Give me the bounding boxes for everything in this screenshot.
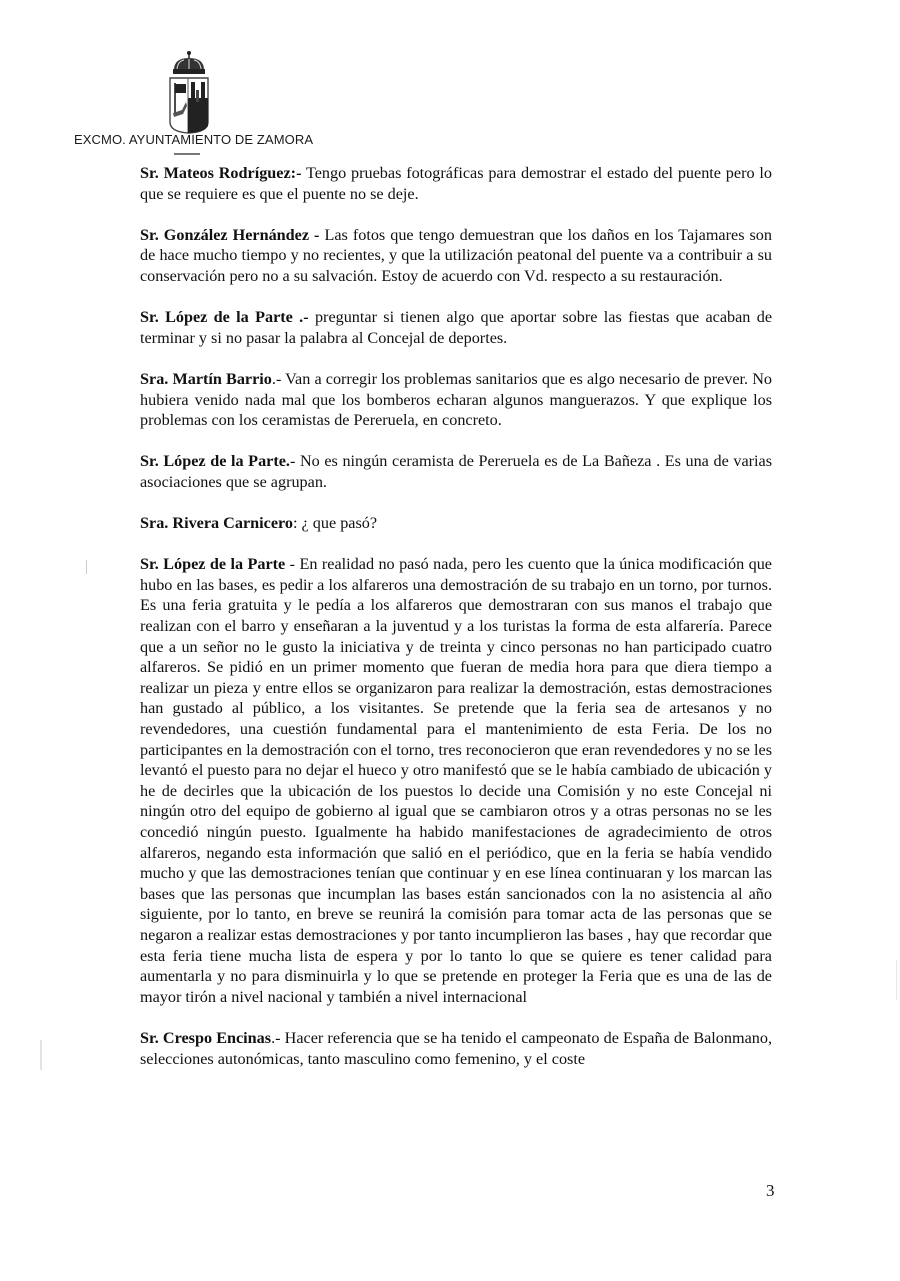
minutes-paragraph [140,1028,772,1069]
paragraph-text: Las fotos que tengo demuestran que los daños en los Tajamares son de hace mucho tiempo y no recientes, y que la utilización peatonal del puente va a contribuir a su conservación pero no a su salvación. Estoy de acuerdo con Vd. respecto a su restauración. [140,225,772,285]
speaker-name: Sr. López de la Parte. [140,452,290,471]
minutes-paragraph [140,513,772,534]
minutes-paragraph [140,163,772,204]
page-number: 3 [766,1181,775,1200]
zamora-coat-of-arms-icon [164,50,214,134]
speaker-name: Sr. López de la Parte .- [140,308,309,327]
speaker-name: Sr. Crespo Encinas [140,1028,272,1047]
speaker-name: Sr. González Hernández - [140,225,320,244]
scan-artifact [896,960,897,1000]
minutes-paragraph [140,451,772,492]
minutes-paragraph [140,225,772,287]
paragraph-text: : ¿ que pasó? [293,514,378,533]
minutes-body [140,163,772,1090]
scan-artifact [86,560,87,574]
header-divider [174,153,200,155]
speaker-name: Sr. López de la Parte [140,555,286,574]
paragraph-text: - En realidad no pasó nada, pero les cuento que la única modificación que hubo en las bases, es pedir a los alfareros una demostración de su trabajo en un torno, por turnos. Es una feria gratuita y le pedía a los alfareros que demostraran con sus manos el trabajo que realizan con el barro y enseñaran a la juventud y a los turistas la forma de esta alfarería. Parece que a un señor no le gusto la iniciativa y de treinta y cinco personas no han participado cuatro alfareros. Se pidió en un primer momento que fueran de media hora para que diera tiempo a realizar un pieza y entre ellos se organizaron para realizar la demostración, estas demostraciones han gustado al público, a los visitantes. Se pretende que la feria sea de artesanos y no revendedores, una cuestión fundamental para el mantenimiento de esta Feria. De los no participantes en la demostración con el torno, tres reconocieron que eran revendedores y no se les levantó el puesto para no dejar el hueco y otro manifestó que se le había cambiado de ubicación y he de decirles que la ubicación de los puestos lo decide una Comisión y no este Concejal ni ningún otro del equipo de gobierno al igual que se cambiaron otros y a otras personas no se les concedió ningún puesto. Igualmente ha habido manifestaciones de agradecimiento de otros alfareros, negando esta información que salió en el periódico, que en la feria se había vendido mucho y que las demostraciones tenían que continuar y en ese línea continuaran y los marcan las bases que las personas que incumplan las bases están sancionados con la no asistencia al año siguiente, por lo tanto, en breve se reunirá la comisión para tomar acta de las personas que se negaron a realizar estas demostraciones y por tanto incumplieron las bases , hay que recordar que esta feria tiene mucha lista de espera y por lo tanto lo que se quiere es tener calidad para aumentarla y no para disminuirla y lo que se pretende en proteger la Feria que es una de las de mayor tirón a nivel nacional y también a nivel internacional [140,555,772,1006]
speaker-name: Sra. Rivera Carnicero [140,514,293,533]
paragraph-text: - No es ningún ceramista de Pereruela es de La Bañeza . Es una de varias asociaciones que se agrupan. [140,452,772,491]
scan-artifact [40,1040,42,1070]
paragraph-text: Tengo pruebas fotográficas para demostrar el estado del puente pero lo que se requiere es que el puente no se deje. [140,164,772,203]
minutes-paragraph [140,554,772,1007]
document-header [0,0,900,160]
paragraph-text: preguntar si tienen algo que aportar sobre las fiestas que acaban de terminar y si no pasar la palabra al Concejal de deportes. [140,308,772,347]
organization-name: EXCMO. AYUNTAMIENTO DE ZAMORA [74,132,314,147]
speaker-name: Sra. Martín Barrio [140,369,272,388]
paragraph-text: .- Van a corregir los problemas sanitarios que es algo necesario de prever. No hubiera venido nada mal que los bomberos echaran algunos manguerazos. Y que explique los problemas con los ceramistas de Pereruela, en concreto. [140,369,772,430]
minutes-paragraph [140,369,772,431]
speaker-name: Sr. Mateos Rodríguez:- [140,164,302,182]
paragraph-text: .- Hacer referencia que se ha tenido el campeonato de España de Balonmano, selecciones autonómicas, tanto masculino como femenino, y el coste [140,1028,772,1068]
minutes-paragraph [140,307,772,348]
